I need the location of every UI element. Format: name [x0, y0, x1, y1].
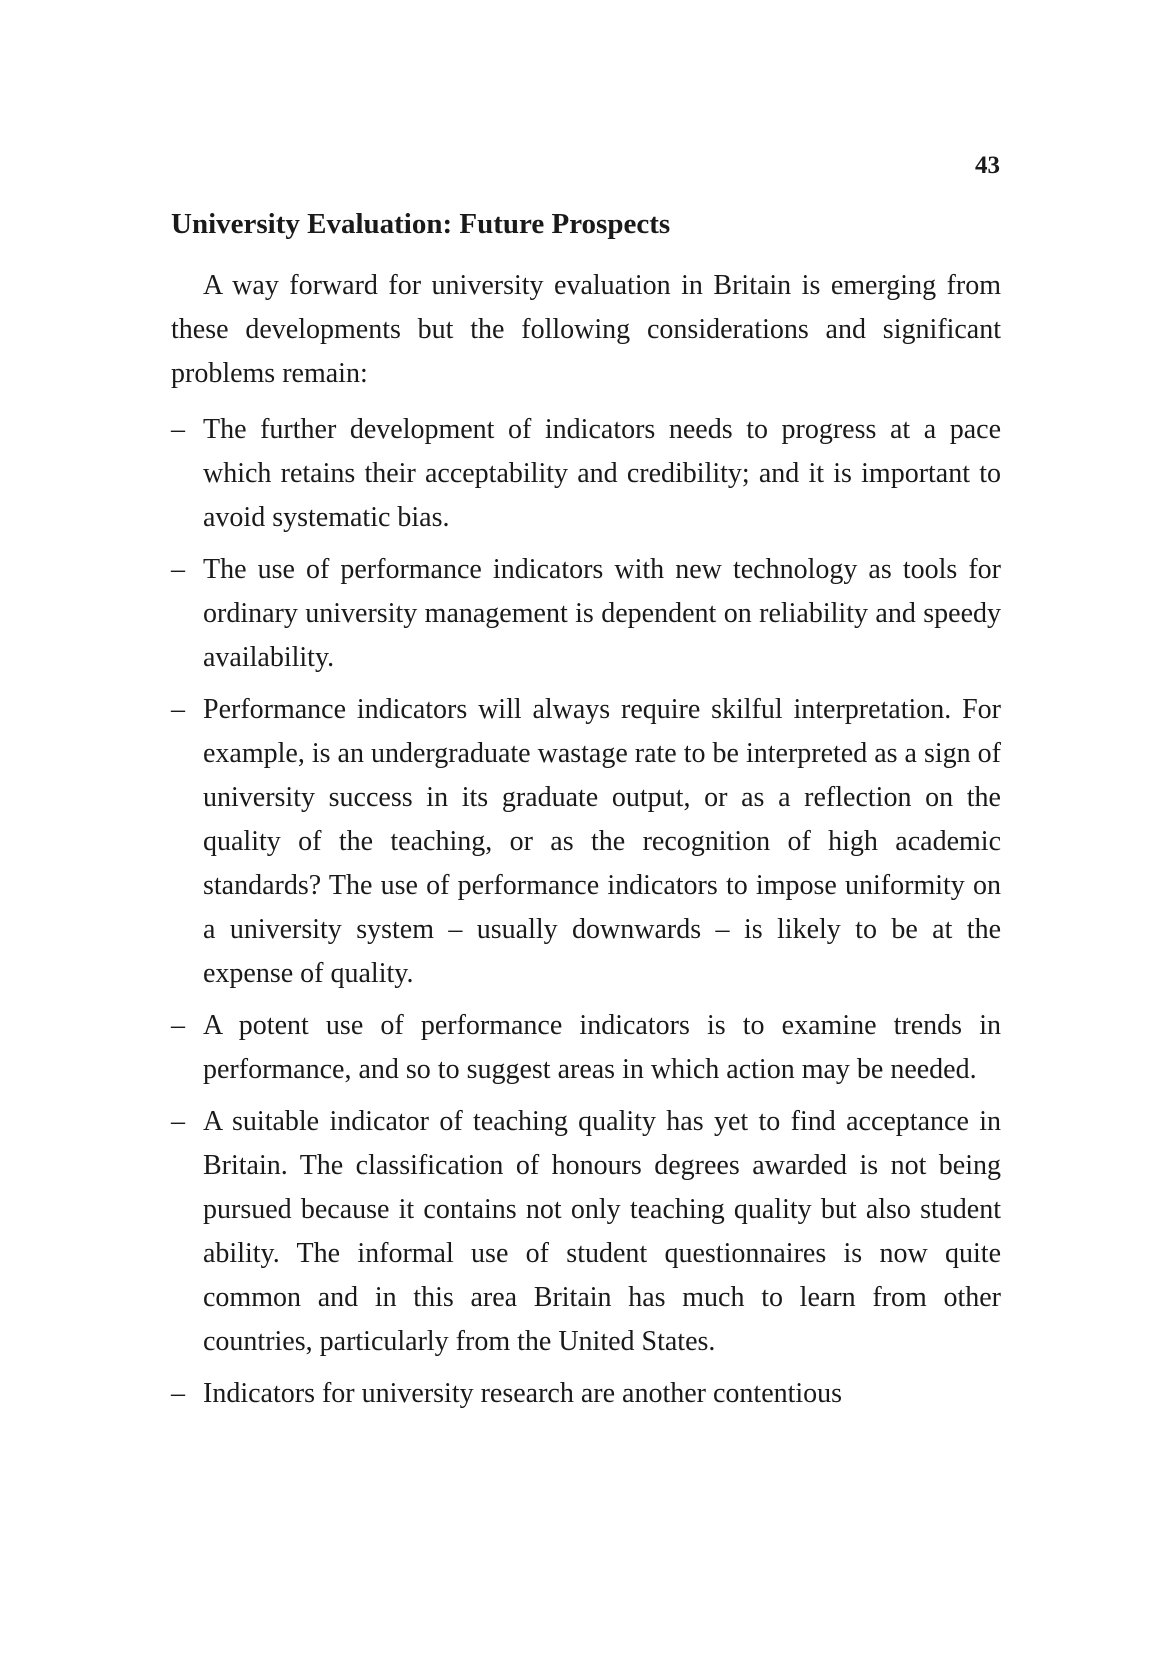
intro-paragraph: A way forward for university evaluation in Britain is emerging from these developments but the following considerations and significant problems remain: [171, 270, 1001, 389]
page-number: 43 [975, 152, 1000, 179]
dash-bullet: – [171, 554, 185, 585]
list-item [171, 548, 1001, 680]
list-item [171, 1004, 1001, 1092]
dash-bullet: – [171, 1378, 185, 1409]
list-item-text: The use of performance indicators with new technology as tools for ordinary university management is dependent on reliability and speedy availability. [203, 554, 1001, 673]
list-item [171, 688, 1001, 996]
list-item-text: Indicators for university research are another contentious [203, 1378, 843, 1409]
list-item [171, 408, 1001, 540]
considerations-list [171, 408, 1001, 1424]
list-item [171, 1100, 1001, 1364]
dash-bullet: – [171, 694, 185, 725]
dash-bullet: – [171, 1010, 185, 1041]
section-heading: University Evaluation: Future Prospects [171, 208, 671, 240]
list-item-text: Performance indicators will always require skilful interpretation. For example, is an undergraduate wastage rate to be interpreted as a sign of university success in its graduate output, or as a reflection on the quality of the teaching, or as the recognition of high academic standards? The use of performance indicators to impose uniformity on a university system – usually downwards – is likely to be at the expense of quality. [203, 694, 1001, 989]
list-item-text: A potent use of performance indicators is to examine trends in performance, and so to suggest areas in which action may be needed. [203, 1010, 1001, 1085]
list-item [171, 1372, 1001, 1416]
list-item-text: A suitable indicator of teaching quality has yet to find acceptance in Britain. The classification of honours degrees awarded is not being pursued because it contains not only teaching quality but also student ability. The informal use of student questionnaires is now quite common and in this area Britain has much to learn from other countries, particularly from the United States. [203, 1106, 1001, 1357]
list-item-text: The further development of indicators needs to progress at a pace which retains their acceptability and credibility; and it is important to avoid systematic bias. [203, 414, 1001, 533]
dash-bullet: – [171, 1106, 185, 1137]
dash-bullet: – [171, 414, 185, 445]
